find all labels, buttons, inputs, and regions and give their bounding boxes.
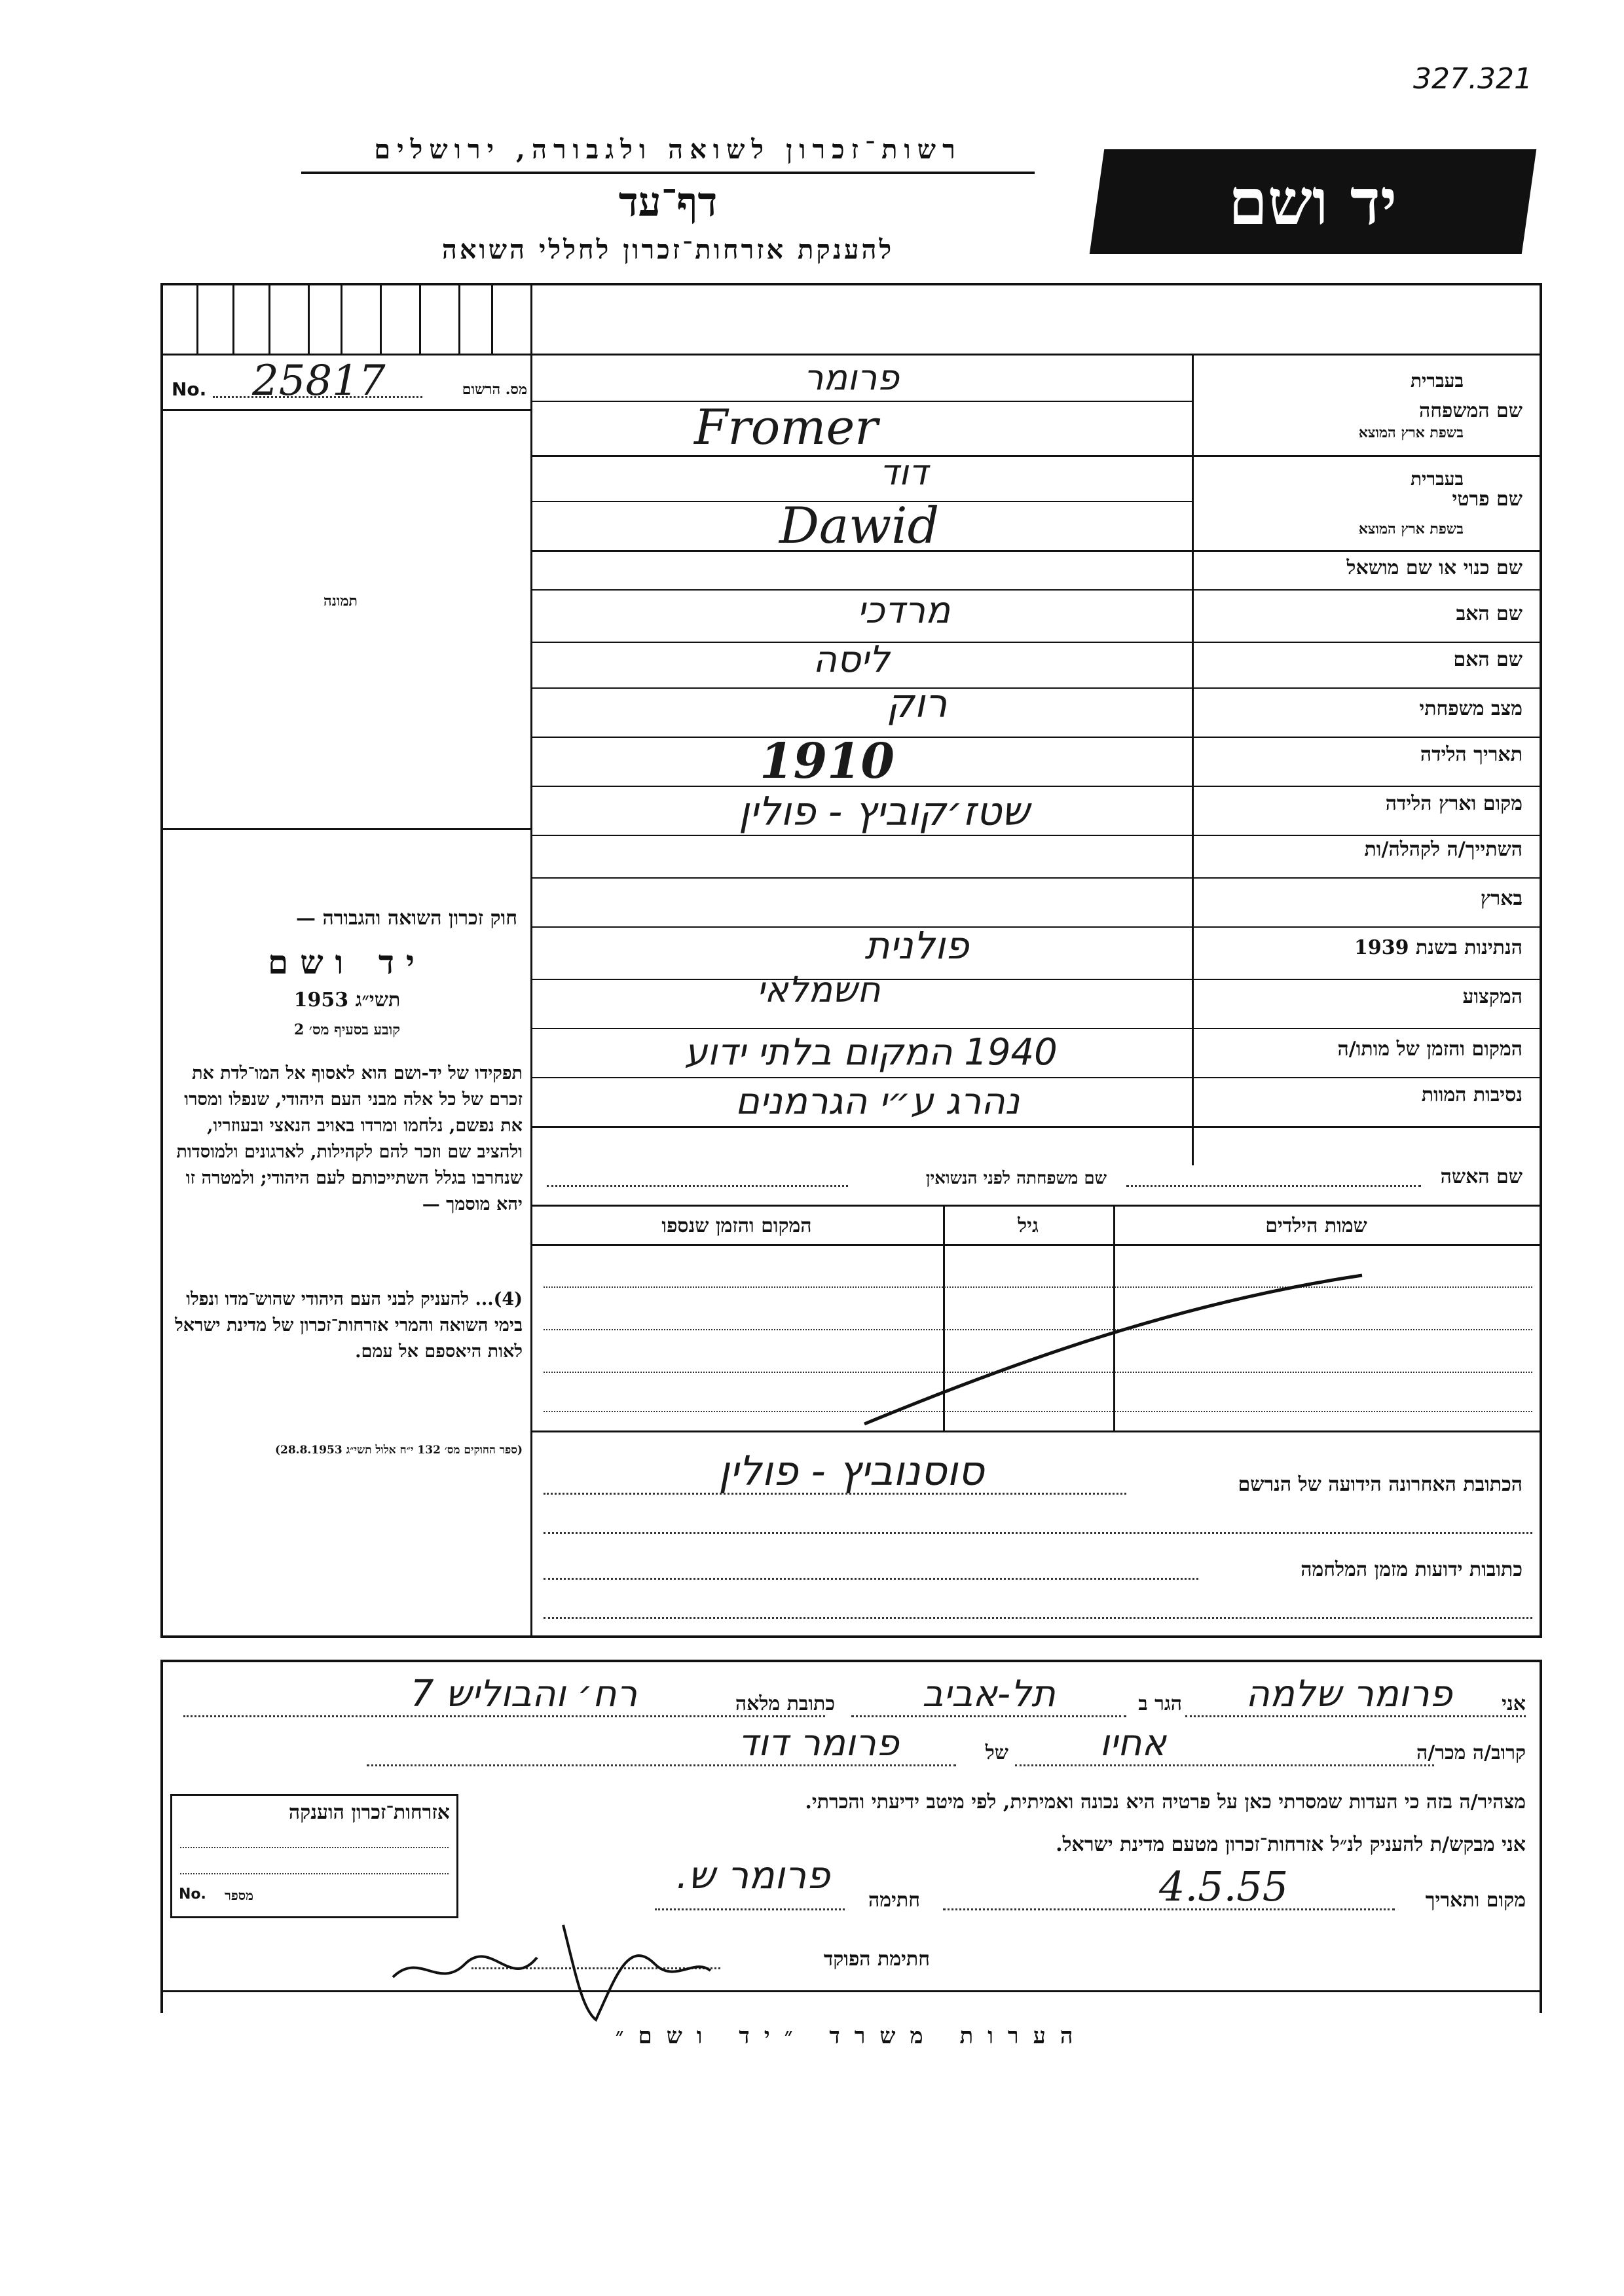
registration-he-label: מס. הרשום [462,381,527,398]
declarant-of-value: פרומר דוד [738,1722,899,1764]
declarant-relation-value: אחיו [1099,1722,1166,1764]
wife-maiden-dotted-line [547,1185,848,1187]
children-table-bottom [530,1430,1542,1432]
war-addresses-label: כתובות ידועות מזמן המלחמה [1301,1558,1522,1581]
citizenship-1939-value: פולנית [864,923,969,968]
strip-box [458,283,460,354]
strip-box [268,283,270,354]
citizenship-1939-label: הנתינות בשנת 1939 [1354,936,1522,959]
last-address-line [544,1493,1126,1495]
photo-area-divider [160,828,530,830]
document-reference-number: 327.321 [1413,62,1532,96]
place-date-label: מקום ותאריך [1425,1889,1526,1912]
occupation-value: חשמלאי [756,969,881,1010]
form-title: דף־עד [618,178,718,226]
children-age-header: גיל [1018,1214,1039,1237]
marital-status-value: רוק [886,681,948,727]
row-divider [530,877,1542,879]
first-name-hebrew-value: דוד [879,452,928,493]
strip-box [196,283,198,354]
war-addresses-line-2 [544,1617,1532,1619]
form-subtitle: להענקת אזרחות־זכרון לחללי השואה [441,234,895,265]
row-divider [530,979,1542,980]
declarant-name-value: פרומר שלמה [1246,1673,1452,1715]
last-address-line-2 [544,1532,1532,1534]
law-title: יד ושם [268,943,426,981]
wife-dotted-line [1126,1185,1421,1187]
strip-box [380,283,382,354]
strip-box [232,283,234,354]
mother-name-label: שם האם [1453,648,1522,671]
row-divider [530,1205,1542,1207]
law-clause: קובע בסעיף מס׳ 2 [293,1021,401,1038]
left-column-divider [530,283,532,1638]
yad-vashem-logo: יד ושם [1090,149,1536,254]
first-name-local-label: בשפת ארץ המוצא [1358,520,1464,538]
death-circumstances-value: נהרג ע״י הגרמנים [735,1080,1020,1123]
war-addresses-line [544,1578,1198,1580]
occupation-label: המקצוע [1462,985,1522,1008]
strip-box [419,283,421,354]
birth-date-label: תאריך הלידה [1420,743,1522,766]
strip-box [341,283,342,354]
children-header-divider [530,1244,1542,1246]
first-name-hebrew-label: בעברית [1410,468,1464,490]
row-divider [530,835,1542,836]
row-divider [530,737,1542,738]
strip-box [308,283,310,354]
heading-underline [301,172,1035,174]
officer-signature-label: חתימת הפוקד [823,1948,930,1971]
row-divider [530,455,1542,457]
memorial-box-no-label: No. [179,1886,206,1903]
birth-place-value: שטז׳קוביץ - פולין [739,789,1029,835]
authority-heading: רשות־זכרון לשואה ולגבורה, ירושלים [374,134,962,165]
father-name-label: שם האב [1456,602,1522,625]
strip-box [491,283,493,354]
declarant-of-label: של [985,1741,1008,1764]
birth-date-value: 1910 [760,733,895,790]
declarant-relation-label: קרוב/ה מכר/ה [1416,1741,1526,1764]
row-divider [530,1126,1542,1128]
place-date-value: 4.5.55 [1159,1863,1289,1910]
declarant-ani-label: אני [1502,1692,1526,1715]
declarant-city-value: תל-אביב [922,1673,1056,1715]
children-place-time-header: המקום והזמן שנספו [661,1214,812,1237]
row-divider [530,786,1542,787]
declarant-address-label: כתובת מלאה [735,1692,835,1715]
registration-no-label: No. [172,378,207,400]
declarant-resides-label: הגר ב [1138,1692,1182,1715]
office-notes-label: הערות משרד ״יד ושם״ [615,2023,1088,2049]
declarant-city-line [851,1715,1126,1717]
law-body: תפקידו של יד-ושם הוא לאסוף אל המו־לדת את זכרם של כל אלה מבני העם היהודי, שנפלו ומסרו את נפשם, נלחמו ומרדו באויב הנאצי ובעוזריו, ולהציב שם וזכר להם לקהילות, לארגונים ולמוסדות שנחרבו בגלל השתייכותם לעם היהודי; ולמטרה זו יהא מוסמך — [176,1063,523,1214]
memorial-box-line [180,1873,449,1874]
law-year: תשי״ג 1953 [293,989,401,1011]
declarant-address-line [183,1715,825,1717]
family-name-hebrew-value: פרומר [803,357,900,398]
first-name-local-value: Dawid [779,496,940,555]
declarant-address-value: רח׳ והבוליש 7 [410,1673,638,1715]
memorial-box-line [180,1847,449,1848]
country-label: בארץ [1480,887,1522,910]
birth-place-label: מקום וארץ הלידה [1385,792,1522,815]
mother-name-value: ליסה [813,638,890,681]
family-name-hebrew-label: בעברית [1410,370,1464,392]
memorial-box-title: אזרחות־זכרון הוענקה [288,1801,450,1824]
signature-label: חתימה [868,1889,920,1912]
death-circumstances-label: נסיבות המוות [1421,1084,1522,1106]
row-divider [530,550,1542,552]
children-strikethrough-mark [851,1264,1375,1434]
declarant-name-line [1185,1715,1526,1717]
nickname-label: שם כנוי או שם מושאל [1346,556,1522,579]
death-place-time-value: 1940 המקום בלתי ידוע [684,1031,1058,1074]
declarant-of-line [367,1764,956,1766]
law-heading: חוק זכרון השואה והגבורה — [296,907,517,930]
memorial-box-num-label: מספר [225,1887,253,1903]
first-name-label: שם פרטי [1452,488,1522,511]
row-divider [530,1077,1542,1078]
death-place-time-label: המקום והזמן של מותו/ה [1337,1038,1522,1061]
top-strip-divider [160,354,1542,355]
photo-label: תמונה [323,592,358,610]
registration-divider [160,409,530,411]
law-body-clause-4: (4)... להעניק לבני העם היהודי שהוש־מדו ונפלו בימי השואה והמרי אזרחות־זכרון של מדינת ישראל לאות היאספם אל עמם. [175,1289,523,1362]
children-names-header: שמות הילדים [1265,1214,1367,1237]
row-divider [530,1028,1542,1029]
law-citation: (ספר החוקים מס׳ 132 י״ח אלול תשי״ג 28.8.1953) [274,1444,523,1457]
memorial-citizenship-box [170,1794,458,1918]
marital-status-label: מצב משפחתי [1419,697,1522,720]
declarant-signature: פרומר ש. [676,1853,830,1897]
label-column-divider [1192,354,1194,1165]
declarant-relation-line [1015,1764,1434,1766]
wife-maiden-name-label: שם משפחתה לפני הנשואין [925,1169,1107,1188]
family-name-local-label: בשפת ארץ המוצא [1358,424,1464,441]
declarant-statement: מצהיר/ה בזה כי העדות שמסרתי כאן על פרטיה היא נכונה ואמיתית, לפי מיטב ידיעתי והכרתי. [805,1791,1526,1813]
row-divider [530,687,1542,689]
officer-signature-scribble [380,1899,720,2030]
wife-name-label: שם האשה [1440,1165,1522,1188]
last-address-label: הכתובת האחרונה הידועה של הנרשם [1238,1473,1522,1496]
family-name-label: שם המשפחה [1418,399,1522,422]
community-label: השתייך/ה לקהלה/ות [1364,838,1522,861]
last-address-value: סוסנוביץ - פולין [718,1447,984,1495]
office-notes-divider [160,1990,1542,1992]
family-name-local-value: Fromer [694,399,878,456]
father-name-value: מרדכי [857,589,951,632]
registration-number-value: 25817 [252,357,386,405]
declarant-request: אני מבקש/ת להעניק לנ״ל אזרחות־זכרון מטעם מדינת ישראל. [1056,1833,1526,1856]
